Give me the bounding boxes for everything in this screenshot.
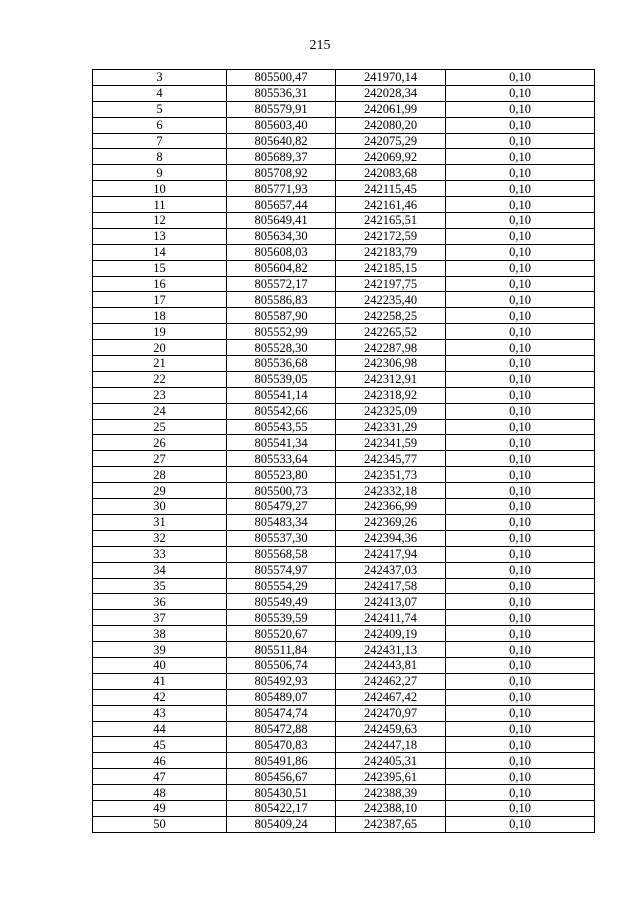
accuracy-cell: 0,10 — [446, 626, 595, 642]
accuracy-cell: 0,10 — [446, 387, 595, 403]
table-row — [93, 594, 595, 610]
y-coordinate-cell: 242080,20 — [336, 117, 446, 133]
x-coordinate-cell: 805492,93 — [227, 673, 336, 689]
x-coordinate-cell: 805541,34 — [227, 435, 336, 451]
accuracy-cell: 0,10 — [446, 657, 595, 673]
table-row — [93, 276, 595, 292]
y-coordinate-cell: 242185,15 — [336, 260, 446, 276]
point-number-cell: 44 — [93, 721, 227, 737]
y-coordinate-cell: 242061,99 — [336, 101, 446, 117]
y-coordinate-cell: 242165,51 — [336, 213, 446, 229]
x-coordinate-cell: 805657,44 — [227, 197, 336, 213]
table-row — [93, 292, 595, 308]
x-coordinate-cell: 805549,49 — [227, 594, 336, 610]
x-coordinate-cell: 805574,97 — [227, 562, 336, 578]
y-coordinate-cell: 242369,26 — [336, 514, 446, 530]
table-row — [93, 467, 595, 483]
point-number-cell: 25 — [93, 419, 227, 435]
accuracy-cell: 0,10 — [446, 546, 595, 562]
table-row — [93, 753, 595, 769]
x-coordinate-cell: 805539,05 — [227, 371, 336, 387]
accuracy-cell: 0,10 — [446, 149, 595, 165]
x-coordinate-cell: 805708,92 — [227, 165, 336, 181]
accuracy-cell: 0,10 — [446, 213, 595, 229]
table-row — [93, 483, 595, 499]
x-coordinate-cell: 805533,64 — [227, 451, 336, 467]
x-coordinate-cell: 805554,29 — [227, 578, 336, 594]
point-number-cell: 46 — [93, 753, 227, 769]
y-coordinate-cell: 242443,81 — [336, 657, 446, 673]
accuracy-cell: 0,10 — [446, 642, 595, 658]
y-coordinate-cell: 242351,73 — [336, 467, 446, 483]
table-row — [93, 197, 595, 213]
accuracy-cell: 0,10 — [446, 340, 595, 356]
point-number-cell: 39 — [93, 642, 227, 658]
y-coordinate-cell: 242462,27 — [336, 673, 446, 689]
accuracy-cell: 0,10 — [446, 610, 595, 626]
table-row — [93, 657, 595, 673]
x-coordinate-cell: 805568,58 — [227, 546, 336, 562]
y-coordinate-cell: 242235,40 — [336, 292, 446, 308]
y-coordinate-cell: 242345,77 — [336, 451, 446, 467]
point-number-cell: 14 — [93, 244, 227, 260]
point-number-cell: 48 — [93, 785, 227, 801]
x-coordinate-cell: 805572,17 — [227, 276, 336, 292]
y-coordinate-cell: 242388,39 — [336, 785, 446, 801]
page-number: 215 — [309, 38, 331, 53]
point-number-cell: 22 — [93, 371, 227, 387]
accuracy-cell: 0,10 — [446, 276, 595, 292]
x-coordinate-cell: 805528,30 — [227, 340, 336, 356]
x-coordinate-cell: 805479,27 — [227, 499, 336, 515]
accuracy-cell: 0,10 — [446, 483, 595, 499]
y-coordinate-cell: 242459,63 — [336, 721, 446, 737]
x-coordinate-cell: 805634,30 — [227, 228, 336, 244]
table-row — [93, 244, 595, 260]
table-row — [93, 451, 595, 467]
x-coordinate-cell: 805470,83 — [227, 737, 336, 753]
x-coordinate-cell: 805511,84 — [227, 642, 336, 658]
table-row — [93, 387, 595, 403]
accuracy-cell: 0,10 — [446, 324, 595, 340]
point-number-cell: 40 — [93, 657, 227, 673]
point-number-cell: 30 — [93, 499, 227, 515]
point-number-cell: 38 — [93, 626, 227, 642]
accuracy-cell: 0,10 — [446, 244, 595, 260]
accuracy-cell: 0,10 — [446, 197, 595, 213]
point-number-cell: 10 — [93, 181, 227, 197]
accuracy-cell: 0,10 — [446, 133, 595, 149]
y-coordinate-cell: 242411,74 — [336, 610, 446, 626]
y-coordinate-cell: 242431,13 — [336, 642, 446, 658]
accuracy-cell: 0,10 — [446, 356, 595, 372]
accuracy-cell: 0,10 — [446, 594, 595, 610]
accuracy-cell: 0,10 — [446, 292, 595, 308]
coordinates-table — [92, 69, 595, 833]
table-row — [93, 737, 595, 753]
point-number-cell: 7 — [93, 133, 227, 149]
y-coordinate-cell: 242388,10 — [336, 800, 446, 816]
x-coordinate-cell: 805587,90 — [227, 308, 336, 324]
y-coordinate-cell: 242258,25 — [336, 308, 446, 324]
point-number-cell: 4 — [93, 85, 227, 101]
accuracy-cell: 0,10 — [446, 530, 595, 546]
point-number-cell: 9 — [93, 165, 227, 181]
y-coordinate-cell: 242083,68 — [336, 165, 446, 181]
table-row — [93, 133, 595, 149]
x-coordinate-cell: 805604,82 — [227, 260, 336, 276]
table-row — [93, 562, 595, 578]
y-coordinate-cell: 242312,91 — [336, 371, 446, 387]
table-row — [93, 165, 595, 181]
table-row — [93, 213, 595, 229]
table-row — [93, 340, 595, 356]
x-coordinate-cell: 805649,41 — [227, 213, 336, 229]
accuracy-cell: 0,10 — [446, 689, 595, 705]
table-row — [93, 85, 595, 101]
x-coordinate-cell: 805608,03 — [227, 244, 336, 260]
accuracy-cell: 0,10 — [446, 181, 595, 197]
x-coordinate-cell: 805472,88 — [227, 721, 336, 737]
accuracy-cell: 0,10 — [446, 467, 595, 483]
point-number-cell: 17 — [93, 292, 227, 308]
point-number-cell: 35 — [93, 578, 227, 594]
y-coordinate-cell: 242437,03 — [336, 562, 446, 578]
accuracy-cell: 0,10 — [446, 737, 595, 753]
point-number-cell: 49 — [93, 800, 227, 816]
table-row — [93, 70, 595, 86]
accuracy-cell: 0,10 — [446, 673, 595, 689]
accuracy-cell: 0,10 — [446, 721, 595, 737]
point-number-cell: 11 — [93, 197, 227, 213]
y-coordinate-cell: 242265,52 — [336, 324, 446, 340]
table-row — [93, 101, 595, 117]
table-row — [93, 371, 595, 387]
y-coordinate-cell: 242470,97 — [336, 705, 446, 721]
point-number-cell: 24 — [93, 403, 227, 419]
x-coordinate-cell: 805489,07 — [227, 689, 336, 705]
table-row — [93, 530, 595, 546]
x-coordinate-cell: 805536,31 — [227, 85, 336, 101]
table-row — [93, 785, 595, 801]
y-coordinate-cell: 242467,42 — [336, 689, 446, 705]
accuracy-cell: 0,10 — [446, 403, 595, 419]
x-coordinate-cell: 805536,68 — [227, 356, 336, 372]
accuracy-cell: 0,10 — [446, 260, 595, 276]
table-row — [93, 308, 595, 324]
accuracy-cell: 0,10 — [446, 753, 595, 769]
y-coordinate-cell: 242413,07 — [336, 594, 446, 610]
y-coordinate-cell: 242075,29 — [336, 133, 446, 149]
y-coordinate-cell: 242394,36 — [336, 530, 446, 546]
accuracy-cell: 0,10 — [446, 578, 595, 594]
point-number-cell: 34 — [93, 562, 227, 578]
accuracy-cell: 0,10 — [446, 85, 595, 101]
y-coordinate-cell: 242447,18 — [336, 737, 446, 753]
x-coordinate-cell: 805539,59 — [227, 610, 336, 626]
y-coordinate-cell: 242366,99 — [336, 499, 446, 515]
accuracy-cell: 0,10 — [446, 419, 595, 435]
y-coordinate-cell: 242318,92 — [336, 387, 446, 403]
table-row — [93, 419, 595, 435]
y-coordinate-cell: 242183,79 — [336, 244, 446, 260]
accuracy-cell: 0,10 — [446, 499, 595, 515]
accuracy-cell: 0,10 — [446, 117, 595, 133]
point-number-cell: 6 — [93, 117, 227, 133]
table-row — [93, 228, 595, 244]
point-number-cell: 42 — [93, 689, 227, 705]
point-number-cell: 19 — [93, 324, 227, 340]
y-coordinate-cell: 242341,59 — [336, 435, 446, 451]
accuracy-cell: 0,10 — [446, 816, 595, 832]
y-coordinate-cell: 242331,29 — [336, 419, 446, 435]
point-number-cell: 20 — [93, 340, 227, 356]
x-coordinate-cell: 805520,67 — [227, 626, 336, 642]
coordinates-table-body — [93, 70, 595, 833]
point-number-cell: 45 — [93, 737, 227, 753]
point-number-cell: 31 — [93, 514, 227, 530]
accuracy-cell: 0,10 — [446, 435, 595, 451]
x-coordinate-cell: 805523,80 — [227, 467, 336, 483]
table-row — [93, 816, 595, 832]
table-row — [93, 578, 595, 594]
x-coordinate-cell: 805483,34 — [227, 514, 336, 530]
table-row — [93, 499, 595, 515]
y-coordinate-cell: 242197,75 — [336, 276, 446, 292]
table-row — [93, 610, 595, 626]
point-number-cell: 15 — [93, 260, 227, 276]
y-coordinate-cell: 242325,09 — [336, 403, 446, 419]
x-coordinate-cell: 805541,14 — [227, 387, 336, 403]
point-number-cell: 37 — [93, 610, 227, 626]
x-coordinate-cell: 805586,83 — [227, 292, 336, 308]
table-row — [93, 356, 595, 372]
x-coordinate-cell: 805500,73 — [227, 483, 336, 499]
accuracy-cell: 0,10 — [446, 308, 595, 324]
x-coordinate-cell: 805506,74 — [227, 657, 336, 673]
point-number-cell: 18 — [93, 308, 227, 324]
point-number-cell: 41 — [93, 673, 227, 689]
point-number-cell: 32 — [93, 530, 227, 546]
table-row — [93, 117, 595, 133]
x-coordinate-cell: 805537,30 — [227, 530, 336, 546]
y-coordinate-cell: 241970,14 — [336, 70, 446, 86]
table-row — [93, 800, 595, 816]
y-coordinate-cell: 242161,46 — [336, 197, 446, 213]
y-coordinate-cell: 242417,58 — [336, 578, 446, 594]
accuracy-cell: 0,10 — [446, 705, 595, 721]
y-coordinate-cell: 242417,94 — [336, 546, 446, 562]
point-number-cell: 50 — [93, 816, 227, 832]
point-number-cell: 3 — [93, 70, 227, 86]
accuracy-cell: 0,10 — [446, 70, 595, 86]
y-coordinate-cell: 242306,98 — [336, 356, 446, 372]
table-row — [93, 642, 595, 658]
x-coordinate-cell: 805409,24 — [227, 816, 336, 832]
accuracy-cell: 0,10 — [446, 562, 595, 578]
table-row — [93, 673, 595, 689]
accuracy-cell: 0,10 — [446, 514, 595, 530]
x-coordinate-cell: 805640,82 — [227, 133, 336, 149]
point-number-cell: 29 — [93, 483, 227, 499]
table-row — [93, 324, 595, 340]
accuracy-cell: 0,10 — [446, 769, 595, 785]
y-coordinate-cell: 242387,65 — [336, 816, 446, 832]
x-coordinate-cell: 805771,93 — [227, 181, 336, 197]
accuracy-cell: 0,10 — [446, 165, 595, 181]
point-number-cell: 13 — [93, 228, 227, 244]
point-number-cell: 28 — [93, 467, 227, 483]
table-row — [93, 689, 595, 705]
y-coordinate-cell: 242332,18 — [336, 483, 446, 499]
x-coordinate-cell: 805542,66 — [227, 403, 336, 419]
table-row — [93, 181, 595, 197]
accuracy-cell: 0,10 — [446, 371, 595, 387]
x-coordinate-cell: 805689,37 — [227, 149, 336, 165]
y-coordinate-cell: 242172,59 — [336, 228, 446, 244]
table-row — [93, 626, 595, 642]
point-number-cell: 8 — [93, 149, 227, 165]
accuracy-cell: 0,10 — [446, 451, 595, 467]
point-number-cell: 26 — [93, 435, 227, 451]
point-number-cell: 5 — [93, 101, 227, 117]
accuracy-cell: 0,10 — [446, 101, 595, 117]
y-coordinate-cell: 242028,34 — [336, 85, 446, 101]
y-coordinate-cell: 242395,61 — [336, 769, 446, 785]
point-number-cell: 47 — [93, 769, 227, 785]
point-number-cell: 33 — [93, 546, 227, 562]
x-coordinate-cell: 805543,55 — [227, 419, 336, 435]
x-coordinate-cell: 805474,74 — [227, 705, 336, 721]
point-number-cell: 27 — [93, 451, 227, 467]
x-coordinate-cell: 805456,67 — [227, 769, 336, 785]
table-row — [93, 769, 595, 785]
x-coordinate-cell: 805603,40 — [227, 117, 336, 133]
point-number-cell: 23 — [93, 387, 227, 403]
table-row — [93, 546, 595, 562]
point-number-cell: 43 — [93, 705, 227, 721]
y-coordinate-cell: 242069,92 — [336, 149, 446, 165]
x-coordinate-cell: 805552,99 — [227, 324, 336, 340]
y-coordinate-cell: 242287,98 — [336, 340, 446, 356]
y-coordinate-cell: 242409,19 — [336, 626, 446, 642]
table-row — [93, 514, 595, 530]
table-row — [93, 149, 595, 165]
point-number-cell: 21 — [93, 356, 227, 372]
x-coordinate-cell: 805422,17 — [227, 800, 336, 816]
x-coordinate-cell: 805491,86 — [227, 753, 336, 769]
table-row — [93, 721, 595, 737]
accuracy-cell: 0,10 — [446, 228, 595, 244]
y-coordinate-cell: 242115,45 — [336, 181, 446, 197]
table-row — [93, 403, 595, 419]
y-coordinate-cell: 242405,31 — [336, 753, 446, 769]
table-row — [93, 435, 595, 451]
x-coordinate-cell: 805579,91 — [227, 101, 336, 117]
point-number-cell: 36 — [93, 594, 227, 610]
accuracy-cell: 0,10 — [446, 800, 595, 816]
x-coordinate-cell: 805500,47 — [227, 70, 336, 86]
point-number-cell: 12 — [93, 213, 227, 229]
table-row — [93, 705, 595, 721]
point-number-cell: 16 — [93, 276, 227, 292]
accuracy-cell: 0,10 — [446, 785, 595, 801]
table-row — [93, 260, 595, 276]
x-coordinate-cell: 805430,51 — [227, 785, 336, 801]
